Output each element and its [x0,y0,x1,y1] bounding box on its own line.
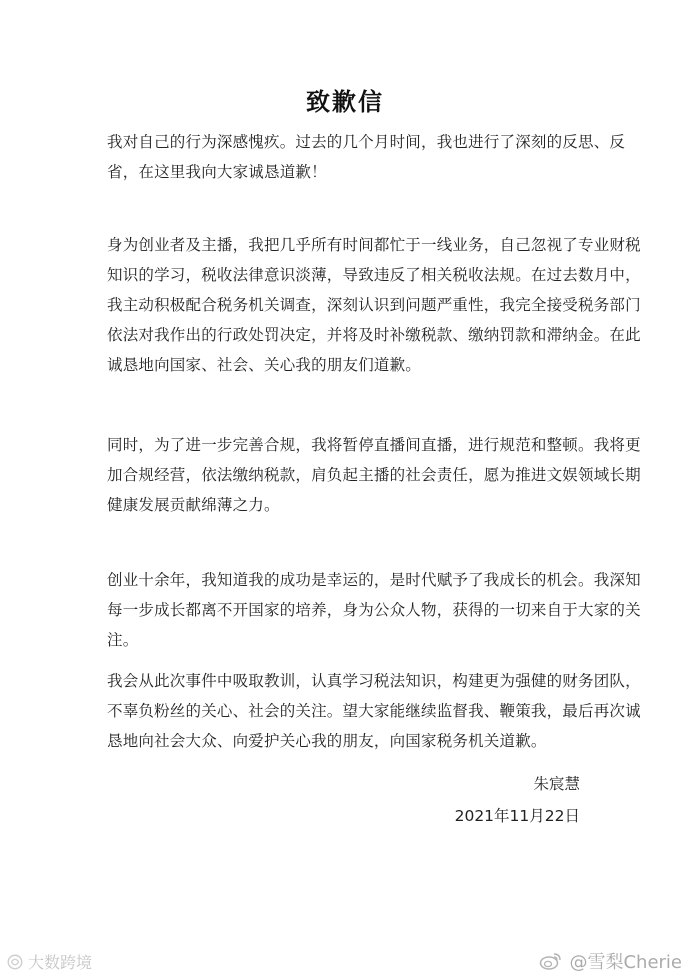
paragraph-line: 健康发展贡献绵薄之力。 [107,496,280,514]
paragraph-line: 我会从此次事件中吸取教训，认真学习税法知识，构建更为强健的财务团队， [107,672,641,690]
paragraph-3 [107,430,641,520]
paragraph-line: 诚恳地向国家、社会、关心我的朋友们道歉。 [107,356,422,374]
paragraph-line: 注。 [107,631,139,649]
paragraph-line: 我对自己的行为深感愧疚。过去的几个月时间，我也进行了深刻的反思、反 [107,133,626,151]
paragraph-line: 身为创业者及主播，我把几乎所有时间都忙于一线业务，自己忽视了专业财税 [107,236,641,254]
watermark-right [539,948,682,974]
signature: 朱宸慧 [533,775,580,793]
paragraph-4 [107,565,641,655]
swirl-logo-icon [6,953,24,971]
weibo-logo-icon [539,951,563,971]
paragraph-line: 同时，为了进一步完善合规，我将暂停直播间直播，进行规范和整顿。我将更 [107,436,641,454]
paragraph-line: 我主动积极配合税务机关调查，深刻认识到问题严重性，我完全接受税务部门 [107,296,641,314]
paragraph-line: 依法对我作出的行政处罚决定，并将及时补缴税款、缴纳罚款和滞纳金。在此 [107,326,641,344]
watermark-right-text: @雪梨Cherie [569,952,682,973]
paragraph-2 [107,230,641,380]
paragraph-line: 省，在这里我向大家诚恳道歉！ [107,163,327,181]
letter-date: 2021年11月22日 [454,807,580,825]
paragraph-line: 知识的学习，税收法律意识淡薄，导致违反了相关税收法规。在过去数月中， [107,266,641,284]
paragraph-line: 恳地向社会大众、向爱护关心我的朋友，向国家税务机关道歉。 [107,732,547,750]
letter-title: 致歉信 [306,88,384,116]
watermark-left-text: 大数跨境 [28,953,93,972]
paragraph-1 [107,127,626,187]
paragraph-line: 加合规经营，依法缴纳税款，肩负起主播的社会责任，愿为推进文娱领域长期 [107,466,641,484]
watermark-left [6,950,92,973]
paragraph-line: 不辜负粉丝的关心、社会的关注。望大家能继续监督我、鞭策我，最后再次诚 [107,702,641,720]
paragraph-line: 每一步成长都离不开国家的培养，身为公众人物，获得的一切来自于大家的关 [107,601,641,619]
paragraph-line: 创业十余年，我知道我的成功是幸运的，是时代赋予了我成长的机会。我深知 [107,571,641,589]
paragraph-5 [107,666,641,756]
